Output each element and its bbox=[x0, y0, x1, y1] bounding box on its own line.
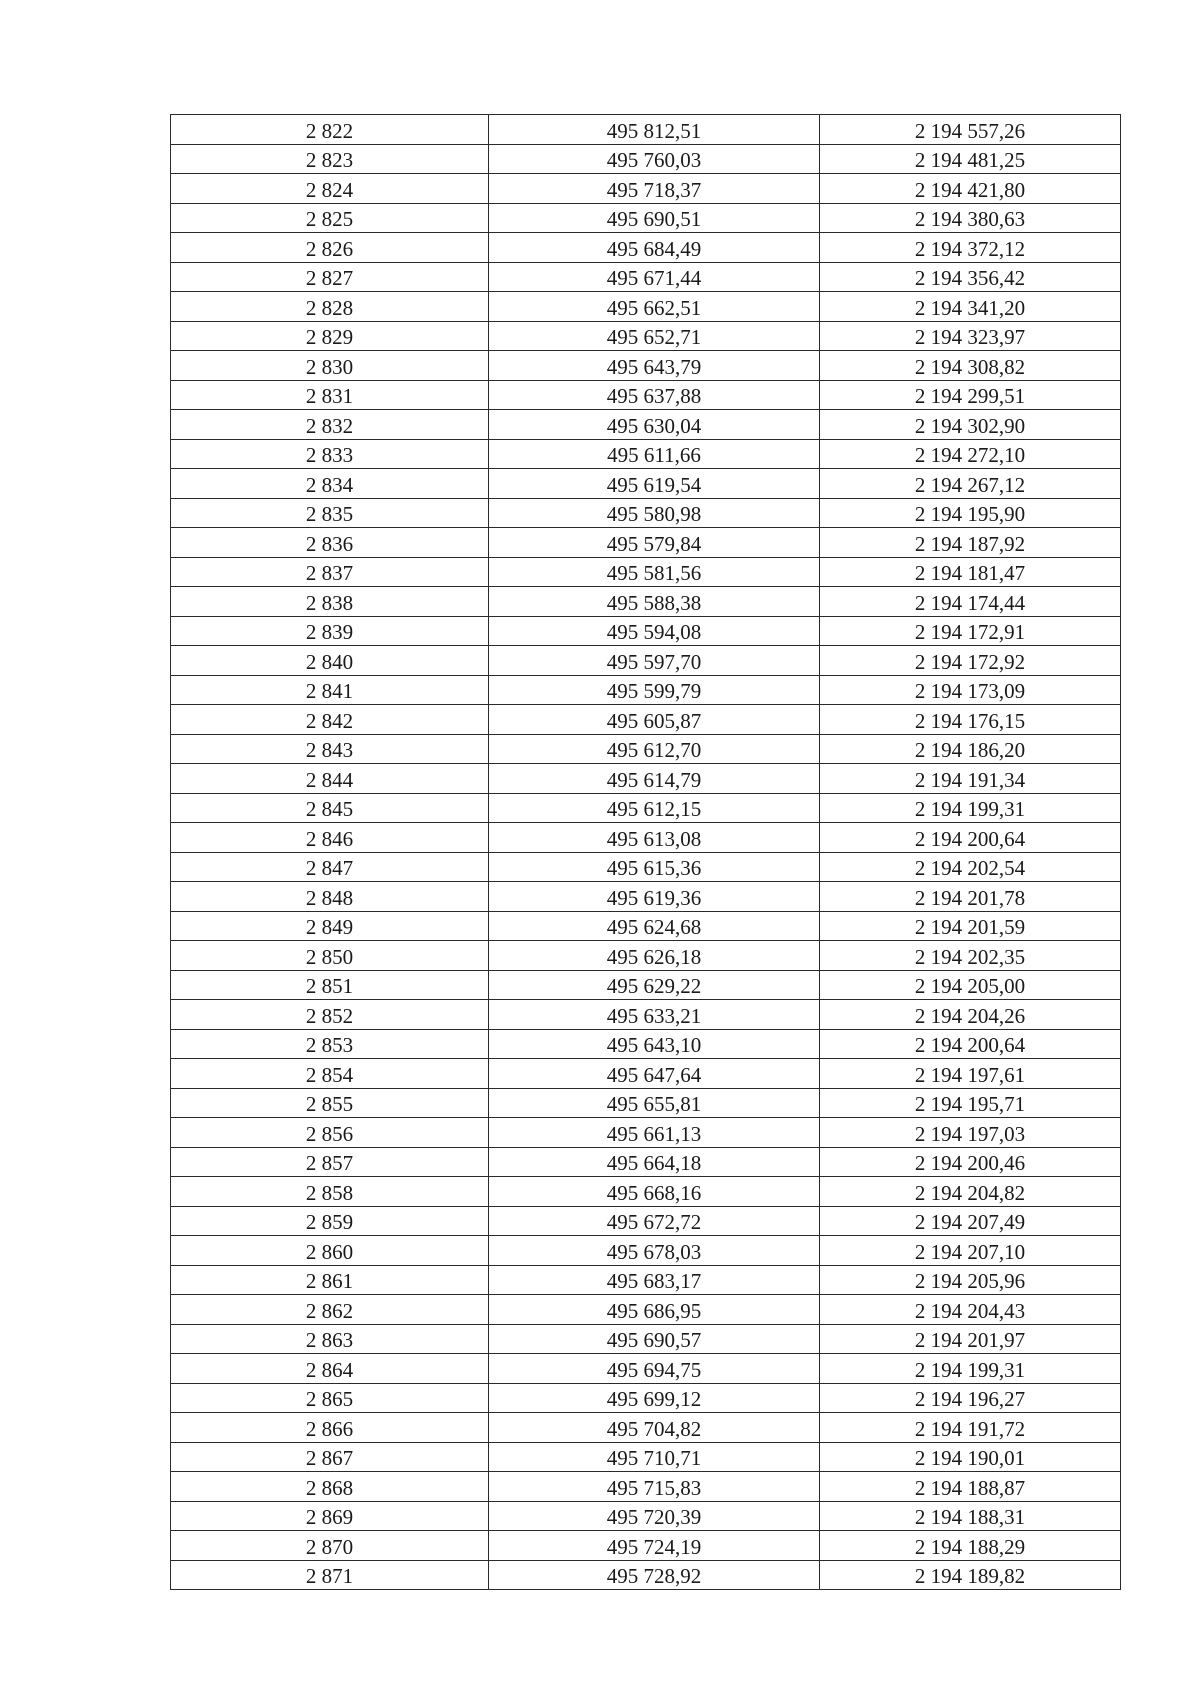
coordinates-table bbox=[170, 114, 1121, 1590]
table-row bbox=[171, 203, 1121, 233]
point-number-cell: 2 848 bbox=[171, 882, 489, 912]
point-number-cell: 2 846 bbox=[171, 823, 489, 853]
x-coordinate-cell: 495 643,10 bbox=[489, 1029, 820, 1059]
point-number-cell: 2 831 bbox=[171, 380, 489, 410]
y-coordinate-cell: 2 194 481,25 bbox=[820, 144, 1121, 174]
x-coordinate-cell: 495 594,08 bbox=[489, 616, 820, 646]
point-number-cell: 2 825 bbox=[171, 203, 489, 233]
point-number-cell: 2 841 bbox=[171, 675, 489, 705]
x-coordinate-cell: 495 612,70 bbox=[489, 734, 820, 764]
x-coordinate-cell: 495 718,37 bbox=[489, 174, 820, 204]
y-coordinate-cell: 2 194 380,63 bbox=[820, 203, 1121, 233]
table-row bbox=[171, 852, 1121, 882]
x-coordinate-cell: 495 683,17 bbox=[489, 1265, 820, 1295]
y-coordinate-cell: 2 194 202,35 bbox=[820, 941, 1121, 971]
point-number-cell: 2 861 bbox=[171, 1265, 489, 1295]
point-number-cell: 2 853 bbox=[171, 1029, 489, 1059]
point-number-cell: 2 828 bbox=[171, 292, 489, 322]
y-coordinate-cell: 2 194 197,61 bbox=[820, 1059, 1121, 1089]
y-coordinate-cell: 2 194 181,47 bbox=[820, 557, 1121, 587]
y-coordinate-cell: 2 194 204,82 bbox=[820, 1177, 1121, 1207]
y-coordinate-cell: 2 194 557,26 bbox=[820, 115, 1121, 145]
table-row bbox=[171, 351, 1121, 381]
y-coordinate-cell: 2 194 195,71 bbox=[820, 1088, 1121, 1118]
table-row bbox=[171, 764, 1121, 794]
x-coordinate-cell: 495 619,54 bbox=[489, 469, 820, 499]
y-coordinate-cell: 2 194 207,10 bbox=[820, 1236, 1121, 1266]
y-coordinate-cell: 2 194 204,26 bbox=[820, 1000, 1121, 1030]
table-row bbox=[171, 262, 1121, 292]
table-row bbox=[171, 380, 1121, 410]
x-coordinate-cell: 495 633,21 bbox=[489, 1000, 820, 1030]
table-row bbox=[171, 911, 1121, 941]
point-number-cell: 2 864 bbox=[171, 1354, 489, 1384]
y-coordinate-cell: 2 194 188,87 bbox=[820, 1472, 1121, 1502]
point-number-cell: 2 836 bbox=[171, 528, 489, 558]
table-row bbox=[171, 1029, 1121, 1059]
table-row bbox=[171, 115, 1121, 145]
x-coordinate-cell: 495 699,12 bbox=[489, 1383, 820, 1413]
point-number-cell: 2 871 bbox=[171, 1560, 489, 1590]
x-coordinate-cell: 495 678,03 bbox=[489, 1236, 820, 1266]
y-coordinate-cell: 2 194 188,29 bbox=[820, 1531, 1121, 1561]
table-row bbox=[171, 941, 1121, 971]
x-coordinate-cell: 495 686,95 bbox=[489, 1295, 820, 1325]
table-row bbox=[171, 970, 1121, 1000]
x-coordinate-cell: 495 664,18 bbox=[489, 1147, 820, 1177]
x-coordinate-cell: 495 597,70 bbox=[489, 646, 820, 676]
x-coordinate-cell: 495 630,04 bbox=[489, 410, 820, 440]
x-coordinate-cell: 495 615,36 bbox=[489, 852, 820, 882]
point-number-cell: 2 827 bbox=[171, 262, 489, 292]
point-number-cell: 2 867 bbox=[171, 1442, 489, 1472]
point-number-cell: 2 833 bbox=[171, 439, 489, 469]
point-number-cell: 2 822 bbox=[171, 115, 489, 145]
point-number-cell: 2 869 bbox=[171, 1501, 489, 1531]
table-row bbox=[171, 1177, 1121, 1207]
x-coordinate-cell: 495 715,83 bbox=[489, 1472, 820, 1502]
x-coordinate-cell: 495 613,08 bbox=[489, 823, 820, 853]
table-row bbox=[171, 439, 1121, 469]
y-coordinate-cell: 2 194 207,49 bbox=[820, 1206, 1121, 1236]
x-coordinate-cell: 495 629,22 bbox=[489, 970, 820, 1000]
point-number-cell: 2 856 bbox=[171, 1118, 489, 1148]
table-row bbox=[171, 675, 1121, 705]
point-number-cell: 2 842 bbox=[171, 705, 489, 735]
x-coordinate-cell: 495 672,72 bbox=[489, 1206, 820, 1236]
table-row bbox=[171, 793, 1121, 823]
y-coordinate-cell: 2 194 272,10 bbox=[820, 439, 1121, 469]
point-number-cell: 2 857 bbox=[171, 1147, 489, 1177]
table-row bbox=[171, 1413, 1121, 1443]
y-coordinate-cell: 2 194 204,43 bbox=[820, 1295, 1121, 1325]
point-number-cell: 2 868 bbox=[171, 1472, 489, 1502]
x-coordinate-cell: 495 652,71 bbox=[489, 321, 820, 351]
table-row bbox=[171, 734, 1121, 764]
table-row bbox=[171, 1206, 1121, 1236]
table-row bbox=[171, 882, 1121, 912]
table-row bbox=[171, 1472, 1121, 1502]
point-number-cell: 2 837 bbox=[171, 557, 489, 587]
table-row bbox=[171, 1295, 1121, 1325]
table-row bbox=[171, 469, 1121, 499]
y-coordinate-cell: 2 194 190,01 bbox=[820, 1442, 1121, 1472]
x-coordinate-cell: 495 684,49 bbox=[489, 233, 820, 263]
y-coordinate-cell: 2 194 323,97 bbox=[820, 321, 1121, 351]
y-coordinate-cell: 2 194 195,90 bbox=[820, 498, 1121, 528]
y-coordinate-cell: 2 194 308,82 bbox=[820, 351, 1121, 381]
x-coordinate-cell: 495 662,51 bbox=[489, 292, 820, 322]
table-row bbox=[171, 587, 1121, 617]
x-coordinate-cell: 495 647,64 bbox=[489, 1059, 820, 1089]
y-coordinate-cell: 2 194 191,72 bbox=[820, 1413, 1121, 1443]
x-coordinate-cell: 495 612,15 bbox=[489, 793, 820, 823]
y-coordinate-cell: 2 194 201,78 bbox=[820, 882, 1121, 912]
table-row bbox=[171, 174, 1121, 204]
y-coordinate-cell: 2 194 356,42 bbox=[820, 262, 1121, 292]
table-row bbox=[171, 321, 1121, 351]
coordinates-table-body bbox=[171, 115, 1121, 1590]
y-coordinate-cell: 2 194 173,09 bbox=[820, 675, 1121, 705]
point-number-cell: 2 823 bbox=[171, 144, 489, 174]
x-coordinate-cell: 495 710,71 bbox=[489, 1442, 820, 1472]
table-row bbox=[171, 1236, 1121, 1266]
table-row bbox=[171, 292, 1121, 322]
table-row bbox=[171, 1059, 1121, 1089]
point-number-cell: 2 839 bbox=[171, 616, 489, 646]
table-row bbox=[171, 1000, 1121, 1030]
x-coordinate-cell: 495 614,79 bbox=[489, 764, 820, 794]
table-row bbox=[171, 1531, 1121, 1561]
point-number-cell: 2 859 bbox=[171, 1206, 489, 1236]
point-number-cell: 2 840 bbox=[171, 646, 489, 676]
y-coordinate-cell: 2 194 200,64 bbox=[820, 1029, 1121, 1059]
table-row bbox=[171, 1560, 1121, 1590]
table-row bbox=[171, 1118, 1121, 1148]
point-number-cell: 2 849 bbox=[171, 911, 489, 941]
y-coordinate-cell: 2 194 302,90 bbox=[820, 410, 1121, 440]
x-coordinate-cell: 495 643,79 bbox=[489, 351, 820, 381]
point-number-cell: 2 824 bbox=[171, 174, 489, 204]
y-coordinate-cell: 2 194 267,12 bbox=[820, 469, 1121, 499]
point-number-cell: 2 855 bbox=[171, 1088, 489, 1118]
y-coordinate-cell: 2 194 186,20 bbox=[820, 734, 1121, 764]
point-number-cell: 2 863 bbox=[171, 1324, 489, 1354]
table-row bbox=[171, 1088, 1121, 1118]
y-coordinate-cell: 2 194 201,59 bbox=[820, 911, 1121, 941]
x-coordinate-cell: 495 655,81 bbox=[489, 1088, 820, 1118]
x-coordinate-cell: 495 580,98 bbox=[489, 498, 820, 528]
point-number-cell: 2 835 bbox=[171, 498, 489, 528]
table-row bbox=[171, 1501, 1121, 1531]
point-number-cell: 2 850 bbox=[171, 941, 489, 971]
table-row bbox=[171, 1354, 1121, 1384]
x-coordinate-cell: 495 694,75 bbox=[489, 1354, 820, 1384]
y-coordinate-cell: 2 194 176,15 bbox=[820, 705, 1121, 735]
table-row bbox=[171, 1147, 1121, 1177]
x-coordinate-cell: 495 605,87 bbox=[489, 705, 820, 735]
point-number-cell: 2 830 bbox=[171, 351, 489, 381]
point-number-cell: 2 832 bbox=[171, 410, 489, 440]
table-row bbox=[171, 1383, 1121, 1413]
point-number-cell: 2 838 bbox=[171, 587, 489, 617]
y-coordinate-cell: 2 194 196,27 bbox=[820, 1383, 1121, 1413]
x-coordinate-cell: 495 588,38 bbox=[489, 587, 820, 617]
point-number-cell: 2 847 bbox=[171, 852, 489, 882]
x-coordinate-cell: 495 812,51 bbox=[489, 115, 820, 145]
x-coordinate-cell: 495 724,19 bbox=[489, 1531, 820, 1561]
point-number-cell: 2 865 bbox=[171, 1383, 489, 1413]
y-coordinate-cell: 2 194 201,97 bbox=[820, 1324, 1121, 1354]
point-number-cell: 2 858 bbox=[171, 1177, 489, 1207]
table-row bbox=[171, 705, 1121, 735]
x-coordinate-cell: 495 704,82 bbox=[489, 1413, 820, 1443]
point-number-cell: 2 845 bbox=[171, 793, 489, 823]
y-coordinate-cell: 2 194 191,34 bbox=[820, 764, 1121, 794]
x-coordinate-cell: 495 579,84 bbox=[489, 528, 820, 558]
y-coordinate-cell: 2 194 172,91 bbox=[820, 616, 1121, 646]
y-coordinate-cell: 2 194 341,20 bbox=[820, 292, 1121, 322]
y-coordinate-cell: 2 194 200,46 bbox=[820, 1147, 1121, 1177]
y-coordinate-cell: 2 194 189,82 bbox=[820, 1560, 1121, 1590]
x-coordinate-cell: 495 611,66 bbox=[489, 439, 820, 469]
point-number-cell: 2 862 bbox=[171, 1295, 489, 1325]
y-coordinate-cell: 2 194 187,92 bbox=[820, 528, 1121, 558]
y-coordinate-cell: 2 194 174,44 bbox=[820, 587, 1121, 617]
x-coordinate-cell: 495 599,79 bbox=[489, 675, 820, 705]
table-row bbox=[171, 233, 1121, 263]
point-number-cell: 2 870 bbox=[171, 1531, 489, 1561]
x-coordinate-cell: 495 690,51 bbox=[489, 203, 820, 233]
y-coordinate-cell: 2 194 199,31 bbox=[820, 793, 1121, 823]
point-number-cell: 2 829 bbox=[171, 321, 489, 351]
y-coordinate-cell: 2 194 372,12 bbox=[820, 233, 1121, 263]
point-number-cell: 2 844 bbox=[171, 764, 489, 794]
x-coordinate-cell: 495 671,44 bbox=[489, 262, 820, 292]
y-coordinate-cell: 2 194 188,31 bbox=[820, 1501, 1121, 1531]
x-coordinate-cell: 495 760,03 bbox=[489, 144, 820, 174]
x-coordinate-cell: 495 619,36 bbox=[489, 882, 820, 912]
x-coordinate-cell: 495 728,92 bbox=[489, 1560, 820, 1590]
table-row bbox=[171, 1442, 1121, 1472]
y-coordinate-cell: 2 194 205,00 bbox=[820, 970, 1121, 1000]
y-coordinate-cell: 2 194 199,31 bbox=[820, 1354, 1121, 1384]
table-row bbox=[171, 823, 1121, 853]
x-coordinate-cell: 495 690,57 bbox=[489, 1324, 820, 1354]
table-row bbox=[171, 1265, 1121, 1295]
y-coordinate-cell: 2 194 200,64 bbox=[820, 823, 1121, 853]
x-coordinate-cell: 495 668,16 bbox=[489, 1177, 820, 1207]
point-number-cell: 2 854 bbox=[171, 1059, 489, 1089]
table-row bbox=[171, 557, 1121, 587]
x-coordinate-cell: 495 720,39 bbox=[489, 1501, 820, 1531]
point-number-cell: 2 852 bbox=[171, 1000, 489, 1030]
x-coordinate-cell: 495 661,13 bbox=[489, 1118, 820, 1148]
y-coordinate-cell: 2 194 172,92 bbox=[820, 646, 1121, 676]
y-coordinate-cell: 2 194 197,03 bbox=[820, 1118, 1121, 1148]
point-number-cell: 2 834 bbox=[171, 469, 489, 499]
point-number-cell: 2 826 bbox=[171, 233, 489, 263]
table-row bbox=[171, 646, 1121, 676]
y-coordinate-cell: 2 194 421,80 bbox=[820, 174, 1121, 204]
point-number-cell: 2 860 bbox=[171, 1236, 489, 1266]
table-row bbox=[171, 528, 1121, 558]
x-coordinate-cell: 495 626,18 bbox=[489, 941, 820, 971]
y-coordinate-cell: 2 194 202,54 bbox=[820, 852, 1121, 882]
table-row bbox=[171, 410, 1121, 440]
x-coordinate-cell: 495 581,56 bbox=[489, 557, 820, 587]
table-row bbox=[171, 616, 1121, 646]
y-coordinate-cell: 2 194 205,96 bbox=[820, 1265, 1121, 1295]
point-number-cell: 2 866 bbox=[171, 1413, 489, 1443]
table-row bbox=[171, 144, 1121, 174]
point-number-cell: 2 851 bbox=[171, 970, 489, 1000]
table-row bbox=[171, 498, 1121, 528]
point-number-cell: 2 843 bbox=[171, 734, 489, 764]
x-coordinate-cell: 495 624,68 bbox=[489, 911, 820, 941]
y-coordinate-cell: 2 194 299,51 bbox=[820, 380, 1121, 410]
x-coordinate-cell: 495 637,88 bbox=[489, 380, 820, 410]
table-row bbox=[171, 1324, 1121, 1354]
